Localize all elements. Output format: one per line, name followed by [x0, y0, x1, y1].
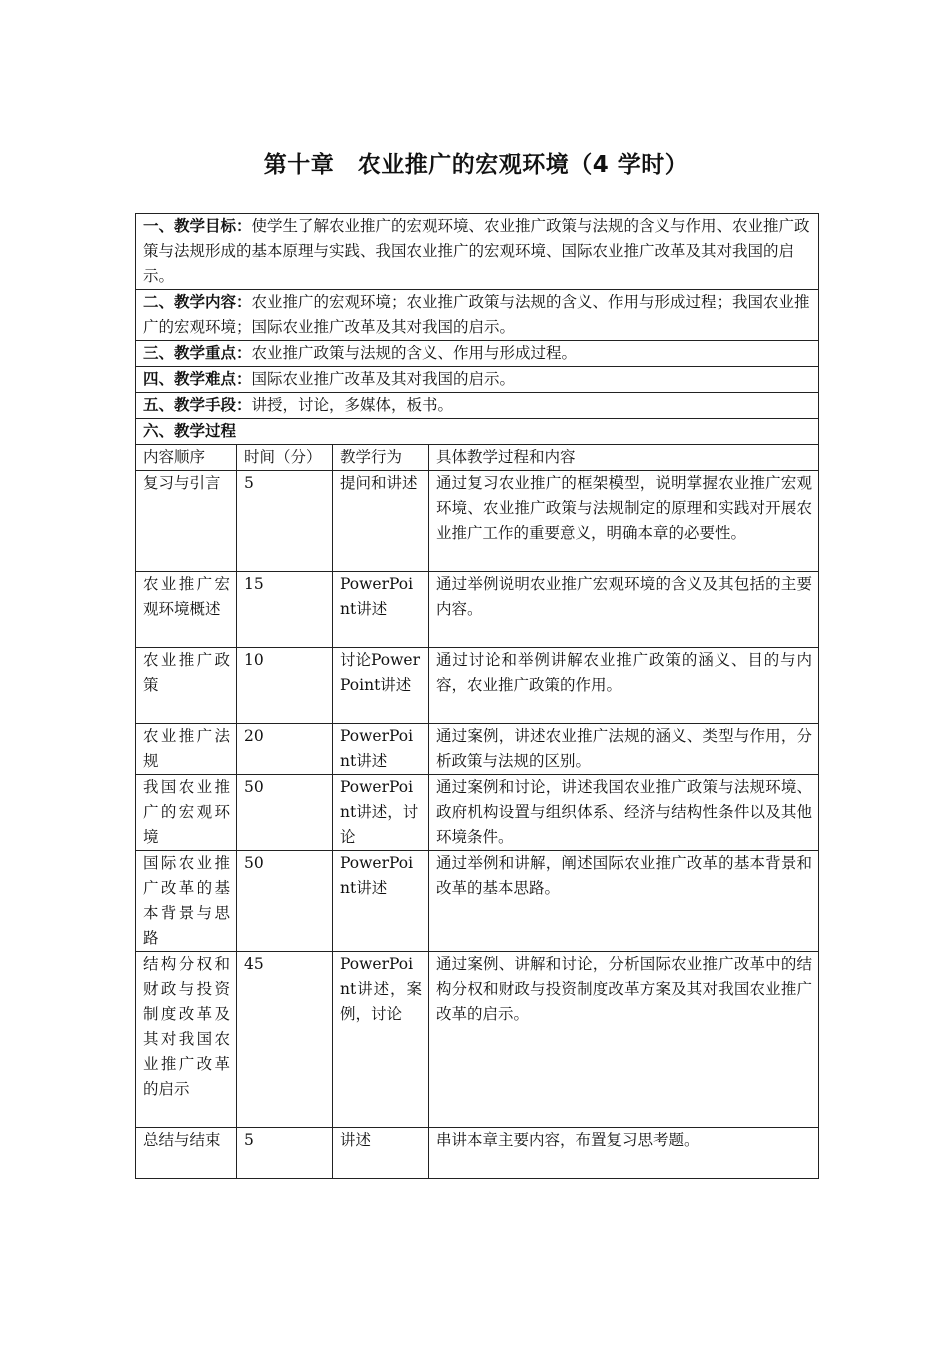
- section-label: 四、教学难点: [143, 370, 237, 388]
- section-text: 使学生了解农业推广的宏观环境、农业推广政策与法规的含义与作用、农业推广政策与法规形成的基本原理与实践、我国农业推广的宏观环境、国际农业推广改革及其对我国的启示。: [143, 217, 810, 285]
- order-cell: 结构分权和财政与投资制度改革及其对我国农业推广改革的启示: [136, 952, 237, 1128]
- table-row: [136, 851, 819, 952]
- content-cell: 通过举例和讲解，阐述国际农业推广改革的基本背景和改革的基本思路。: [429, 851, 819, 952]
- content-cell: 通过案例、讲解和讨论，分析国际农业推广改革中的结构分权和财政与投资制度改革方案及其对我国农业推广改革的启示。: [429, 952, 819, 1128]
- time-cell: 20: [237, 724, 333, 775]
- action-cell: PowerPoint讲述: [333, 724, 429, 775]
- action-cell: 讲述: [333, 1128, 429, 1179]
- section-label: 三、教学重点: [143, 344, 237, 362]
- content-cell: 串讲本章主要内容，布置复习思考题。: [429, 1128, 819, 1179]
- page-title: 第十章 农业推广的宏观环境（4 学时）: [263, 152, 689, 178]
- process-header-row: [136, 445, 819, 471]
- section-methods: 五、教学手段：讲授，讨论，多媒体，板书。: [136, 393, 819, 419]
- time-cell: 10: [237, 648, 333, 724]
- time-cell: 50: [237, 851, 333, 952]
- action-cell: PowerPoint讲述，讨论: [333, 775, 429, 851]
- time-cell: 5: [237, 1128, 333, 1179]
- section-text: 农业推广政策与法规的含义、作用与形成过程。: [251, 344, 578, 362]
- time-cell: 15: [237, 572, 333, 648]
- order-cell: 总结与结束: [136, 1128, 237, 1179]
- content-cell: 通过案例，讲述农业推广法规的涵义、类型与作用，分析政策与法规的区别。: [429, 724, 819, 775]
- section-objective: 一、教学目标：使学生了解农业推广的宏观环境、农业推广政策与法规的含义与作用、农业推广政策与法规形成的基本原理与实践、我国农业推广的宏观环境、国际农业推广改革及其对我国的启示。: [136, 214, 819, 290]
- order-cell: 我国农业推广的宏观环境: [136, 775, 237, 851]
- content-cell: 通过案例和讨论，讲述我国农业推广政策与法规环境、政府机构设置与组织体系、经济与结构性条件以及其他环境条件。: [429, 775, 819, 851]
- column-header: 时间（分）: [237, 445, 333, 471]
- time-cell: 5: [237, 471, 333, 572]
- order-cell: 农业推广政策: [136, 648, 237, 724]
- teaching-plan-table: [135, 213, 819, 1179]
- section-label: 一、教学目标: [143, 217, 237, 235]
- content-cell: 通过举例说明农业推广宏观环境的含义及其包括的主要内容。: [429, 572, 819, 648]
- table-row: [136, 952, 819, 1128]
- section-process: [136, 419, 819, 445]
- section-label: 五、教学手段: [143, 396, 237, 414]
- table-row: [136, 724, 819, 775]
- order-cell: 农业推广宏观环境概述: [136, 572, 237, 648]
- section-content: 二、教学内容：农业推广的宏观环境；农业推广政策与法规的含义、作用与形成过程；我国农业推广的宏观环境；国际农业推广改革及其对我国的启示。: [136, 290, 819, 341]
- section-label: 二、教学内容: [143, 293, 237, 311]
- order-cell: 复习与引言: [136, 471, 237, 572]
- table-row: [136, 471, 819, 572]
- table-row: [136, 1128, 819, 1179]
- column-header: 内容顺序: [136, 445, 237, 471]
- action-cell: PowerPoint讲述: [333, 851, 429, 952]
- time-cell: 45: [237, 952, 333, 1128]
- order-cell: 农业推广法规: [136, 724, 237, 775]
- table-row: [136, 648, 819, 724]
- section-text: 国际农业推广改革及其对我国的启示。: [251, 370, 516, 388]
- action-cell: 讨论PowerPoint讲述: [333, 648, 429, 724]
- column-header: 教学行为: [333, 445, 429, 471]
- section-text: 农业推广的宏观环境；农业推广政策与法规的含义、作用与形成过程；我国农业推广的宏观环境；国际农业推广改革及其对我国的启示。: [143, 293, 810, 336]
- table-row: [136, 572, 819, 648]
- content-cell: 通过复习农业推广的框架模型，说明掌握农业推广宏观环境、农业推广政策与法规制定的原理和实践对开展农业推广工作的重要意义，明确本章的必要性。: [429, 471, 819, 572]
- section-text: 讲授，讨论，多媒体，板书。: [251, 396, 454, 414]
- section-key-points: 三、教学重点：农业推广政策与法规的含义、作用与形成过程。: [136, 341, 819, 367]
- table-row: [136, 775, 819, 851]
- time-cell: 50: [237, 775, 333, 851]
- order-cell: 国际农业推广改革的基本背景与思路: [136, 851, 237, 952]
- action-cell: 提问和讲述: [333, 471, 429, 572]
- section-difficulties: 四、教学难点：国际农业推广改革及其对我国的启示。: [136, 367, 819, 393]
- action-cell: PowerPoint讲述，案例，讨论: [333, 952, 429, 1128]
- action-cell: PowerPoint讲述: [333, 572, 429, 648]
- content-cell: 通过讨论和举例讲解农业推广政策的涵义、目的与内容，农业推广政策的作用。: [429, 648, 819, 724]
- section-label: 六、教学过程: [143, 422, 237, 440]
- column-header: 具体教学过程和内容: [429, 445, 819, 471]
